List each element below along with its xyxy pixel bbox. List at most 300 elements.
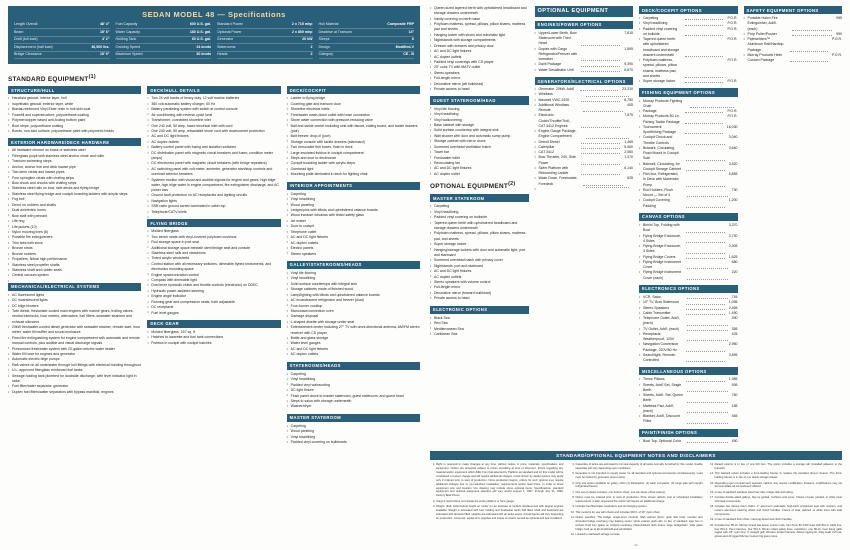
leader-dots xyxy=(686,311,725,315)
leader-dots xyxy=(687,414,727,424)
option-label: • Mattress Pad, Add'l, (each) xyxy=(643,403,675,413)
spec-column xyxy=(217,22,313,59)
option-label: • Flying Bridge Enclosure, 3 Sides xyxy=(643,244,681,254)
list-item: • Additional storage space beneath stern/bridge seat and console xyxy=(147,246,280,251)
list-item: • Cockpit boarding ladder with acrylic steps xyxy=(287,161,420,166)
option-price: 5,060 xyxy=(624,144,634,149)
leader-dots xyxy=(685,16,723,20)
priced-row xyxy=(639,383,738,394)
leader-dots xyxy=(685,58,723,78)
option-price: 1,055 xyxy=(728,300,738,305)
spec-value: 4' 2" xyxy=(101,37,110,42)
list-item: • Door to cockpit xyxy=(287,224,420,229)
list-item: • Direct on rudders and shafts xyxy=(8,203,141,208)
list-item: • AC duplex outlets xyxy=(287,352,420,357)
option-price: 680 xyxy=(731,259,738,264)
option-price: 3,305 xyxy=(728,244,738,249)
list-item: • Queen-sized tapered berth with upholstered headboard and storage drawers underneath xyxy=(430,6,529,17)
list-item: • Hanging locker with shoes and automatic light xyxy=(430,33,529,38)
option-price: 1,895 xyxy=(624,46,634,51)
list-item: • Coaming gate and transom door xyxy=(287,102,420,107)
right-column-4 xyxy=(744,6,843,446)
priced-row xyxy=(639,172,738,188)
section-list xyxy=(430,316,529,338)
section-heading: DECK/COCKPIT xyxy=(287,86,420,94)
option-label: • Murray Products Helm Custom Package xyxy=(747,52,783,63)
option-label: • Portable Halon Fire Extinguisher, Add'l. (each) xyxy=(747,16,778,31)
list-item: • AC duplex outlets xyxy=(430,275,529,280)
list-item: • Life jackets (10) xyxy=(8,225,141,230)
option-price: 760 xyxy=(731,393,738,398)
list-item: • Bronze struts xyxy=(8,246,141,251)
option-label: • Cabin Transmitter xyxy=(643,310,671,315)
list-item: • DC light fixture xyxy=(287,388,420,393)
list-item: • Vinyl headlining xyxy=(287,276,420,281)
list-item: • Running gear and compression seats, both adjustable xyxy=(147,300,280,305)
section-list xyxy=(8,293,141,395)
list-item: • Freshwater wash-down outlet with hose connection xyxy=(287,113,420,118)
specifications-title: SEDAN MODEL 48 — Specifications xyxy=(142,10,286,19)
spec-key: Holding Tank xyxy=(115,37,137,42)
list-item: • Stereo speakers xyxy=(430,71,529,76)
spec-value: 20 kW xyxy=(302,37,313,42)
notes-column-2 xyxy=(569,463,702,541)
list-item: • AC switching panel with volt meter, ammeter, generator start/stop controls and overload selector breakers xyxy=(147,167,280,178)
list-item: • Storage cabinets made of finished wood xyxy=(287,287,420,292)
section-heading: MASTER STATEROOM xyxy=(430,194,529,202)
spec-value: 2 xyxy=(310,44,313,49)
leader-dots xyxy=(583,176,623,186)
list-item: • Engine angle indicator xyxy=(147,294,280,299)
spec-value: 2 x 800 mhp xyxy=(291,29,313,34)
leader-dots xyxy=(792,16,832,31)
note-item: 17. Includes double-sided galleys, flap up gimbal, cushions and cover. Choice of teak, painted, or white inset with teak components. xyxy=(715,496,842,504)
list-item: • Caribbean Sea xyxy=(430,332,529,337)
section-heading: CANVAS OPTIONS xyxy=(639,213,738,221)
list-item: • Lamp/lighting with blinds and upholstered valance boards xyxy=(287,293,420,298)
list-item: • AC and DC light fixtures xyxy=(287,235,420,240)
section-heading: MASTER STATEROOM xyxy=(287,414,420,422)
list-item: • Stainless steel rails and stanchions xyxy=(147,251,280,256)
spec-row xyxy=(14,22,110,29)
list-item: • Steps to salon with storage underneath xyxy=(287,399,420,404)
list-item: • Full-length mirror xyxy=(430,76,529,81)
note-item: 19. In lieu of standard helm chair, manning wheel and clutch handles. xyxy=(715,518,842,522)
priced-list xyxy=(639,99,738,209)
leader-dots xyxy=(686,300,725,304)
list-item: • Towel bar xyxy=(430,150,529,155)
list-item: • Wood paneling xyxy=(287,429,420,434)
option-label: • Flying Bridge Enclosure, 4 Sides xyxy=(643,233,681,243)
option-label: • Cockpit Covering Padding xyxy=(643,198,670,208)
spec-key: Bridge Clearance xyxy=(14,51,42,56)
leader-dots xyxy=(586,187,629,188)
list-item: • Vinyl wallcovering xyxy=(430,118,529,123)
list-item: • Telephone/CATV inlets xyxy=(147,210,280,215)
priced-list xyxy=(535,87,634,189)
option-price: 1,465 xyxy=(624,139,634,144)
priced-list xyxy=(639,377,738,424)
spec-value: 180 U.S. gal. xyxy=(189,29,211,34)
spec-value: CE - B xyxy=(403,51,414,56)
list-item: • Flush panel doors to master stateroom, guest stateroom, and guest head xyxy=(287,394,420,399)
list-item: • Fiberglass pulpit with stainless steel anchor chute and roller xyxy=(8,154,141,159)
list-item: • Transformer, connected shoreline inlet xyxy=(147,118,280,123)
spec-value: 30 knots xyxy=(196,51,211,56)
list-item: • Bottle and glass storage xyxy=(287,336,420,341)
notes-column-3 xyxy=(709,463,842,541)
option-price: 425 xyxy=(731,331,738,336)
spec-key: Standard Power xyxy=(217,22,243,27)
list-item: • Shoreline electrical inlets xyxy=(287,107,420,112)
list-item: • Stainless shaft and rudder seals xyxy=(8,268,141,273)
leader-dots xyxy=(687,327,727,331)
list-item: • Wall shower with door and automatic sump pump xyxy=(430,134,529,139)
option-price: 2,465 xyxy=(728,305,738,310)
list-item: • All hardware chrome on brass or stainless steel xyxy=(8,148,141,153)
list-item: • Polyfoam mattress, spread, pillows, pillow shams, mattress pad and sheets xyxy=(430,22,529,33)
priced-row xyxy=(535,155,634,166)
right-page-columns xyxy=(430,6,842,446)
option-label: • Searchlight, Remote-Controlled xyxy=(643,352,676,362)
section-heading: STATEROOMS/HEADS xyxy=(287,362,420,370)
notes-list xyxy=(430,463,563,520)
note-item: 4. Capacities of tanks are estimated to be total capacity of all tanks normally furnished by this model. Usable capacities will vary depending upon conditions. xyxy=(575,463,702,471)
option-price: P.O.R. xyxy=(727,109,738,114)
option-price: 3,370 xyxy=(728,223,738,228)
option-price: 6,140 xyxy=(624,165,634,170)
leader-dots xyxy=(686,255,725,259)
option-label: • TV Outlet, Add'l, (each) xyxy=(643,326,680,331)
option-price: 220 xyxy=(731,270,738,275)
list-item: • Bait freezer, drop-in (port) xyxy=(287,134,420,139)
leader-dots xyxy=(687,439,727,443)
leader-dots xyxy=(581,68,620,72)
option-label: • Sheets, Add'l Set, Single Berth xyxy=(643,382,682,392)
option-label: • Engine Gauge Package, Engine Compartment xyxy=(538,129,577,139)
priced-row xyxy=(535,129,634,140)
priced-row xyxy=(744,16,843,32)
list-item: • AC and DC light fixtures xyxy=(430,166,529,171)
list-item: • Mounting plate laminated in deck for fighting chair xyxy=(287,172,420,177)
leader-dots xyxy=(686,223,725,233)
priced-list xyxy=(639,16,738,84)
spec-value: 15' 9" xyxy=(99,51,110,56)
option-price: 16,030 xyxy=(726,124,738,129)
list-item: • Vinyl headlining xyxy=(430,210,529,215)
priced-row xyxy=(639,37,738,58)
list-item: • Anchor, anchor line and deck hawse pipe xyxy=(8,165,141,170)
option-price: 3,520 xyxy=(728,161,738,166)
option-price: 595 xyxy=(731,382,738,387)
section-heading: ELECTRONICS OPTIONS xyxy=(639,285,738,293)
option-label: • Cockpit Chock and Throttle Controls xyxy=(643,135,673,145)
spec-row xyxy=(217,29,313,36)
leader-dots xyxy=(687,404,727,414)
section-heading: GUEST STATEROOM/HEAD xyxy=(430,96,529,104)
list-item: • Four-burner cooktop xyxy=(287,304,420,309)
spec-row xyxy=(319,52,415,59)
list-item: • Mediterranean Sea xyxy=(430,327,529,332)
list-item: • AC incandescent refrigerator and freezer (dual) xyxy=(287,298,420,303)
standard-equipment-label: STANDARD EQUIPMENT xyxy=(8,76,89,84)
list-item: • Ledges/pins with blinds and upholstered valance boards xyxy=(287,208,420,213)
list-item: • Ladder to flying bridge xyxy=(287,96,420,101)
list-item: • 360 volt automatic battery charger, 60 Hz xyxy=(147,102,280,107)
list-item: • Carpeting xyxy=(287,372,420,377)
section-list xyxy=(147,330,280,346)
option-label: • Windlass xyxy=(538,92,553,97)
option-label: • Prop Puller/Pusher xyxy=(747,31,777,36)
list-item: • Transom swimming steps xyxy=(8,159,141,164)
leader-dots xyxy=(686,146,725,161)
leader-dots xyxy=(685,114,723,124)
optional-equipment-heading: OPTIONAL EQUIPMENT xyxy=(535,6,634,17)
option-price: 730 xyxy=(731,187,738,192)
spec-row xyxy=(217,44,313,51)
priced-row xyxy=(639,125,738,136)
leader-dots xyxy=(686,172,725,187)
option-label: • Blanket, Add'l, Discount Filled xyxy=(643,414,680,424)
list-item: • Fuel level gauges xyxy=(147,311,280,316)
priced-row xyxy=(535,68,634,73)
leader-dots xyxy=(583,103,623,113)
leader-dots xyxy=(685,27,723,37)
list-item: • Central vacuum system xyxy=(8,273,141,278)
spec-key: Length Overall xyxy=(14,22,38,27)
priced-row xyxy=(639,114,738,125)
option-label: • Caterpillar xyxy=(538,144,555,149)
option-label: • Upper/Lower Berth, Bow Stateroom with Third Head xyxy=(538,30,577,46)
spec-row xyxy=(116,44,212,51)
option-label: • 19" TV, Bow Stateroom xyxy=(643,300,680,305)
section-heading: PAINT/FINISH OPTIONS xyxy=(639,429,738,437)
list-item: • Control station with all necessary switches, dimmable flybed instruments, and electronics mounting space xyxy=(147,262,280,273)
option-price: 1,200 xyxy=(728,198,738,203)
leader-dots xyxy=(580,87,618,91)
list-item: • Carpeting xyxy=(287,424,420,429)
option-price: 405 xyxy=(627,102,633,107)
list-item: • L-shaped dinette with storage under seat xyxy=(287,320,420,325)
spec-key: Deadrise at Transom xyxy=(318,29,352,34)
notes-heading: STANDARD/OPTIONAL EQUIPMENT NOTES AND DISCLAIMERS xyxy=(430,451,842,460)
priced-row xyxy=(639,342,738,353)
list-item: • Recirculating fan xyxy=(430,161,529,166)
left-column-3 xyxy=(287,86,420,546)
leader-dots xyxy=(686,198,725,208)
option-label: • Additional Windlass Remote xyxy=(538,102,570,113)
note-item: 1. Right is reserved to make changes at any time, without notice, in price, materials, specifications and equipment. Orders are accepted subject to prices prevailing at time of shipment. Prices regarding any material and/or equipment which differ from that selected by Platform as standard and for this model will be considered a custom change and will require additional charges. Costs shown by dealer options may apply only if ordered prior to start of production. Once production begins, orders for such options may require additional charges due to non-standard installation; requirements and/or lead times. In order to show equipment size and location, line drawing may include some optional items. Specifications, standard equipment and optional equipment selection will vary and/or August 1, 1997, through July 31, 1998, Factory Boat Prices. xyxy=(436,463,563,498)
optional-equipment-note: (2) xyxy=(508,181,516,188)
specifications-grid xyxy=(14,22,414,59)
list-item: • Vinyl headlining xyxy=(430,112,529,117)
list-item: • Solid surface countertop with integral sink xyxy=(430,128,529,133)
priced-row xyxy=(639,223,738,234)
list-item: • Steps and door to deckhouse xyxy=(287,156,420,161)
option-price: 7,815 xyxy=(624,30,634,35)
note-item: 8. Option must be ordered prior to start of production. Price shown reflects cost of scheduled installation requirements. A later-requested this option will require an additional charge. xyxy=(575,496,702,504)
section-heading: FISHING EQUIPMENT OPTIONS xyxy=(639,88,738,96)
section-heading: MISCELLANEOUS OPTIONS xyxy=(639,367,738,375)
list-item: • Decorative mirror (aft bulkhead) xyxy=(430,82,529,87)
list-item: • Trim tabs with zincs xyxy=(8,241,141,246)
section-list xyxy=(287,372,420,410)
list-item: • AC duplex outlet xyxy=(430,172,529,177)
list-item: • Two bench seats with vinyl-covered polyfoam cushions xyxy=(147,235,280,240)
list-item: • Vinyl headlining xyxy=(287,197,420,202)
list-item: • Two 24 volt banks of heavy duty, 12 volt marine batteries xyxy=(147,96,280,101)
priced-row xyxy=(535,176,634,187)
left-page-columns xyxy=(8,86,420,546)
leader-dots xyxy=(690,99,733,109)
list-item: • Carpeting xyxy=(287,192,420,197)
spec-column xyxy=(14,22,110,59)
list-item: • Rod storage space in port seat xyxy=(147,240,280,245)
spec-key: Fuel Capacity xyxy=(115,22,138,27)
list-item: • Propellers, Nibral high performance xyxy=(8,257,141,262)
priced-row xyxy=(639,146,738,162)
leader-dots xyxy=(581,62,620,66)
section-list xyxy=(430,204,529,301)
list-item: • AC and DC light fixtures xyxy=(430,269,529,274)
list-item: • Padded vinyl wainscoting xyxy=(287,383,420,388)
priced-row xyxy=(535,47,634,63)
list-item: • Fixed fire extinguishing system for engine compartment with automatic and remote manual controls, plus audible and visual discharge signals xyxy=(8,336,141,347)
note-item: 9. Includes fuel filter/water separators and oil changing system. xyxy=(575,505,702,509)
note-item: 7. One set of sheets includes: one bottom sheet, one top sheet, pillow case(s). xyxy=(575,491,702,495)
priced-row xyxy=(639,244,738,255)
list-item: • 20" color TV with MATV outlet xyxy=(430,65,529,70)
spec-value: 6 xyxy=(412,37,414,42)
option-label: • Swim Platform with Reboarding Ladder xyxy=(538,165,569,176)
list-item: • Polyfoam mattress, spread, pillows, pillow shams, mattress pad, and sheets xyxy=(430,231,529,242)
list-item: • Battery paralleling system with switch at control console xyxy=(147,107,280,112)
option-price: P.O.R. xyxy=(831,52,842,57)
option-price: 465 xyxy=(731,414,738,419)
option-price: 23,310 xyxy=(622,87,633,92)
list-item: • Black Sea xyxy=(430,316,529,321)
right-page xyxy=(430,6,842,546)
option-label: • Polyfoam mattress, spread, pillows, pillow shams, mattress pad, and sheets xyxy=(643,58,677,78)
notes-columns xyxy=(430,463,842,541)
spec-row xyxy=(319,37,415,44)
option-price: P.O.R. xyxy=(727,79,738,84)
option-label: • Package xyxy=(643,109,657,114)
list-item: • AC and DC light fixtures xyxy=(287,347,420,352)
priced-row xyxy=(535,113,634,129)
list-item: • Handlaid gelcoat, interior layer, hull xyxy=(8,96,141,101)
note-item: 3. Weight, draft, bottoms/fuel height on 'tanks' (or an estimate of model's displacement with largest engines available. Weight is estimated with fuel, holding and freshwater tanks half filled. Draft and freeboard are estimated with all tanks filled. Heights are estimated with air tanks empty. Actual figures will vary depending on production, consumer, equipment, supplies and stores on board, as well as optional and sea conditions xyxy=(436,505,563,521)
list-item: • Padded vinyl covering on bulkheads xyxy=(287,440,420,445)
spec-value: 14° xyxy=(408,29,414,34)
list-item: • Tinted acrylic windshield xyxy=(147,256,280,261)
spec-key: Optional Power xyxy=(217,29,242,34)
spec-key: Generator xyxy=(217,37,234,42)
option-price: 1,490 xyxy=(728,310,738,315)
option-label: • Vinyl headlining xyxy=(643,21,668,26)
note-item: 5. Generator is not intended to supply power for all standard and optional accessories simultaneously. Load must be limited by generator output rating. xyxy=(575,472,702,480)
priced-row xyxy=(639,393,738,404)
leader-dots xyxy=(687,260,727,270)
spec-value: 2 xyxy=(310,51,313,56)
spec-value: Composite FRP xyxy=(387,22,414,27)
list-item: • Bow chock and chocks with chafing strips xyxy=(8,181,141,186)
option-price: 955 xyxy=(836,16,842,21)
leader-dots xyxy=(687,316,727,326)
standard-equipment-note: (1) xyxy=(88,74,96,81)
list-item: • AC and DC light fixtures xyxy=(147,134,280,139)
section-heading: ENGINES/POWER OPTIONS xyxy=(535,21,634,29)
note-item: 2. Cargo's record does not include the entire platform or hour gauge. xyxy=(436,500,563,504)
section-list xyxy=(147,96,280,215)
specifications-banner xyxy=(8,6,420,64)
section-list xyxy=(287,96,420,177)
list-item: • Carpeting xyxy=(430,204,529,209)
spec-row xyxy=(14,52,110,59)
left-page xyxy=(8,6,420,546)
priced-row xyxy=(639,404,738,415)
leader-dots xyxy=(686,234,725,244)
list-item: • Wood transom windows with tinted safety glass xyxy=(287,213,420,218)
leader-dots xyxy=(686,353,725,363)
list-item: • Raft-valves on all underwater through hull fittings with electrical bonding throughout xyxy=(8,363,141,368)
option-price: 185 xyxy=(731,403,738,408)
spec-row xyxy=(116,52,212,59)
list-item: • Ground fault protection on AC receptacles and lighting circuits xyxy=(147,193,280,198)
list-item: • Fishbox in cockpit with cockpit hatches xyxy=(147,341,280,346)
option-price: P.O.R. xyxy=(727,37,738,42)
list-item: • Tapered queen berth with upholstered headboard and storage drawers underneath xyxy=(430,221,529,232)
section-list xyxy=(430,107,529,178)
option-label: • Duplex with Cargo Refrigerator/Freezer with Icemaker xyxy=(538,46,578,62)
list-item: • Bronze rudders xyxy=(8,252,141,257)
priced-list xyxy=(639,295,738,363)
list-item: • Freshwater toilet xyxy=(430,156,529,161)
list-item: • Electric panels xyxy=(287,246,420,251)
list-item: • Overhead light xyxy=(287,167,420,172)
priced-row xyxy=(639,414,738,425)
right-column-2 xyxy=(535,6,634,446)
leader-dots xyxy=(687,188,727,198)
option-label: • Bairwell, Circulating, for Cockpit Storage Cabinet xyxy=(643,161,681,171)
list-item: • AC duplex outlets xyxy=(430,55,529,60)
option-price: 1,625 xyxy=(728,254,738,259)
list-item: • Dresser with drawers and privacy door xyxy=(430,44,529,49)
note-item: 18. Includes two deluxe helm chairs, 4" aluminum pedestals, high-back sculptured seat with cushion, and custom aluminum steering wheel and clutch handles. Choice of teak, painted, or white inset with teak components. xyxy=(715,505,842,517)
priced-row xyxy=(744,37,843,53)
list-item: • Garbage disposal xyxy=(287,314,420,319)
leader-dots xyxy=(686,244,725,254)
list-item: • Full-length mirror xyxy=(430,285,529,290)
option-label: • Super storage locker xyxy=(643,79,676,84)
list-item: • AC duplex outlets xyxy=(147,140,280,145)
list-item: • Systems monitor with visual and audible signals for engine and gears, high bilge water, high bilge water in engine compartment, fire extinguisher discharge, and AC power loss xyxy=(147,178,280,194)
list-item: • Dual lever hydraulic clutch and throttle controls (electronic) on DDEC xyxy=(147,283,280,288)
option-label xyxy=(539,187,582,189)
note-item: 15. Depending upon compartment selected, cabinet may require modification. Drawers, modifications may not accommodate all compartment offered. xyxy=(715,482,842,490)
list-item: • Polymer/copper based anti-fouling bottom paint xyxy=(8,118,141,123)
option-label: • Davit Package xyxy=(538,62,562,67)
leader-dots xyxy=(686,162,725,172)
option-label: • Telephone Outlet, Add'l, (each) xyxy=(643,316,680,326)
option-price: P.O.R. xyxy=(727,26,738,31)
leader-dots xyxy=(686,306,725,310)
leader-dots xyxy=(687,295,727,299)
priced-row xyxy=(639,439,738,444)
note-item: 20. Includes four 80-Lb. Murray Grand Isle fusion custom rods, four Penn 80 STW reels with 80-Lb. Adde line, four 80-Lb. Penn harness, four 80-Lb. Bimini coiled safety lines, overblown, one 80-Lb. heel lining gaffs rigged with 1/4" nylon line, 4" straight gaff, Wrecker bucket harness, deluxe rigging kit, drag scale, fish bat, gloves and 22 rigged Murray Custom big game lures. xyxy=(715,524,842,540)
option-label: • Stereo Speakers xyxy=(643,305,670,310)
section-list xyxy=(430,6,529,92)
